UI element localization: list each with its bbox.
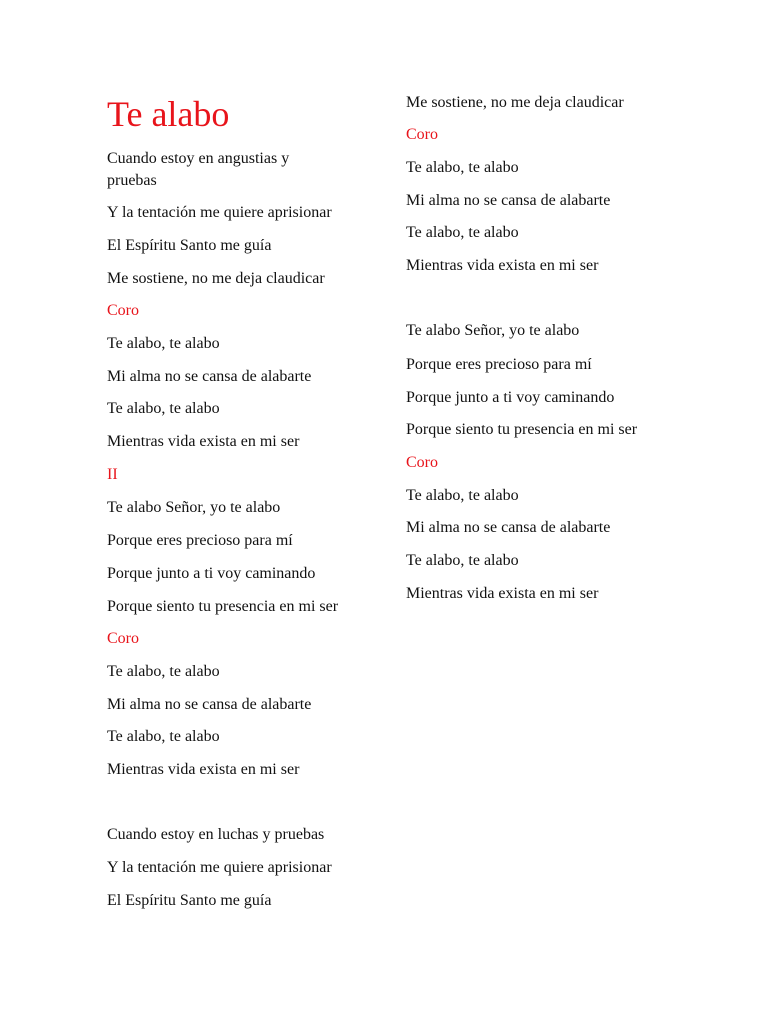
section-label-coro: Coro: [406, 454, 438, 471]
lyric-line: Te alabo, te alabo: [107, 728, 220, 745]
lyric-line: Y la tentación me quiere aprisionar: [107, 204, 332, 221]
lyric-line: Te alabo, te alabo: [406, 224, 519, 241]
lyric-line: Cuando estoy en luchas y pruebas: [107, 826, 325, 843]
lyric-line: Te alabo, te alabo: [406, 487, 519, 504]
lyric-line: Y la tentación me quiere aprisionar: [107, 859, 332, 876]
lyric-line: Cuando estoy en angustias y pruebas: [107, 150, 290, 189]
lyric-line: Porque eres precioso para mí: [107, 532, 293, 549]
lyric-line: Mi alma no se cansa de alabarte: [107, 696, 312, 713]
lyric-line: Te alabo, te alabo: [107, 400, 220, 417]
lyric-line: Porque eres precioso para mí: [406, 356, 592, 373]
lyric-line: Mientras vida exista en mi ser: [107, 433, 300, 450]
lyric-line: Te alabo, te alabo: [406, 552, 519, 569]
section-label-coro: Coro: [107, 302, 139, 319]
lyric-line: Mientras vida exista en mi ser: [406, 257, 599, 274]
lyric-line: Te alabo, te alabo: [406, 159, 519, 176]
lyric-line: Me sostiene, no me deja claudicar: [107, 270, 325, 287]
lyric-line: Porque siento tu presencia en mi ser: [406, 421, 638, 438]
lyric-line: Me sostiene, no me deja claudicar: [406, 94, 624, 111]
lyric-line: Mientras vida exista en mi ser: [107, 761, 300, 778]
lyric-line: Te alabo Señor, yo te alabo: [406, 322, 580, 339]
lyric-line: Porque siento tu presencia en mi ser: [107, 598, 339, 615]
lyric-line: Mi alma no se cansa de alabarte: [406, 192, 611, 209]
lyric-line: Mi alma no se cansa de alabarte: [107, 368, 312, 385]
lyric-line: Te alabo, te alabo: [107, 335, 220, 352]
page-title: Te alabo: [107, 94, 230, 134]
lyric-line: Mi alma no se cansa de alabarte: [406, 519, 611, 536]
section-label-ii: II: [107, 466, 118, 483]
lyric-line: El Espíritu Santo me guía: [107, 237, 272, 254]
lyric-line: Te alabo, te alabo: [107, 663, 220, 680]
lyric-line: Porque junto a ti voy caminando: [406, 389, 615, 406]
lyric-line: El Espíritu Santo me guía: [107, 892, 272, 909]
section-label-coro: Coro: [406, 126, 438, 143]
lyric-line: Te alabo Señor, yo te alabo: [107, 499, 281, 516]
lyric-line: Mientras vida exista en mi ser: [406, 585, 599, 602]
lyric-line: Porque junto a ti voy caminando: [107, 565, 316, 582]
section-label-coro: Coro: [107, 630, 139, 647]
